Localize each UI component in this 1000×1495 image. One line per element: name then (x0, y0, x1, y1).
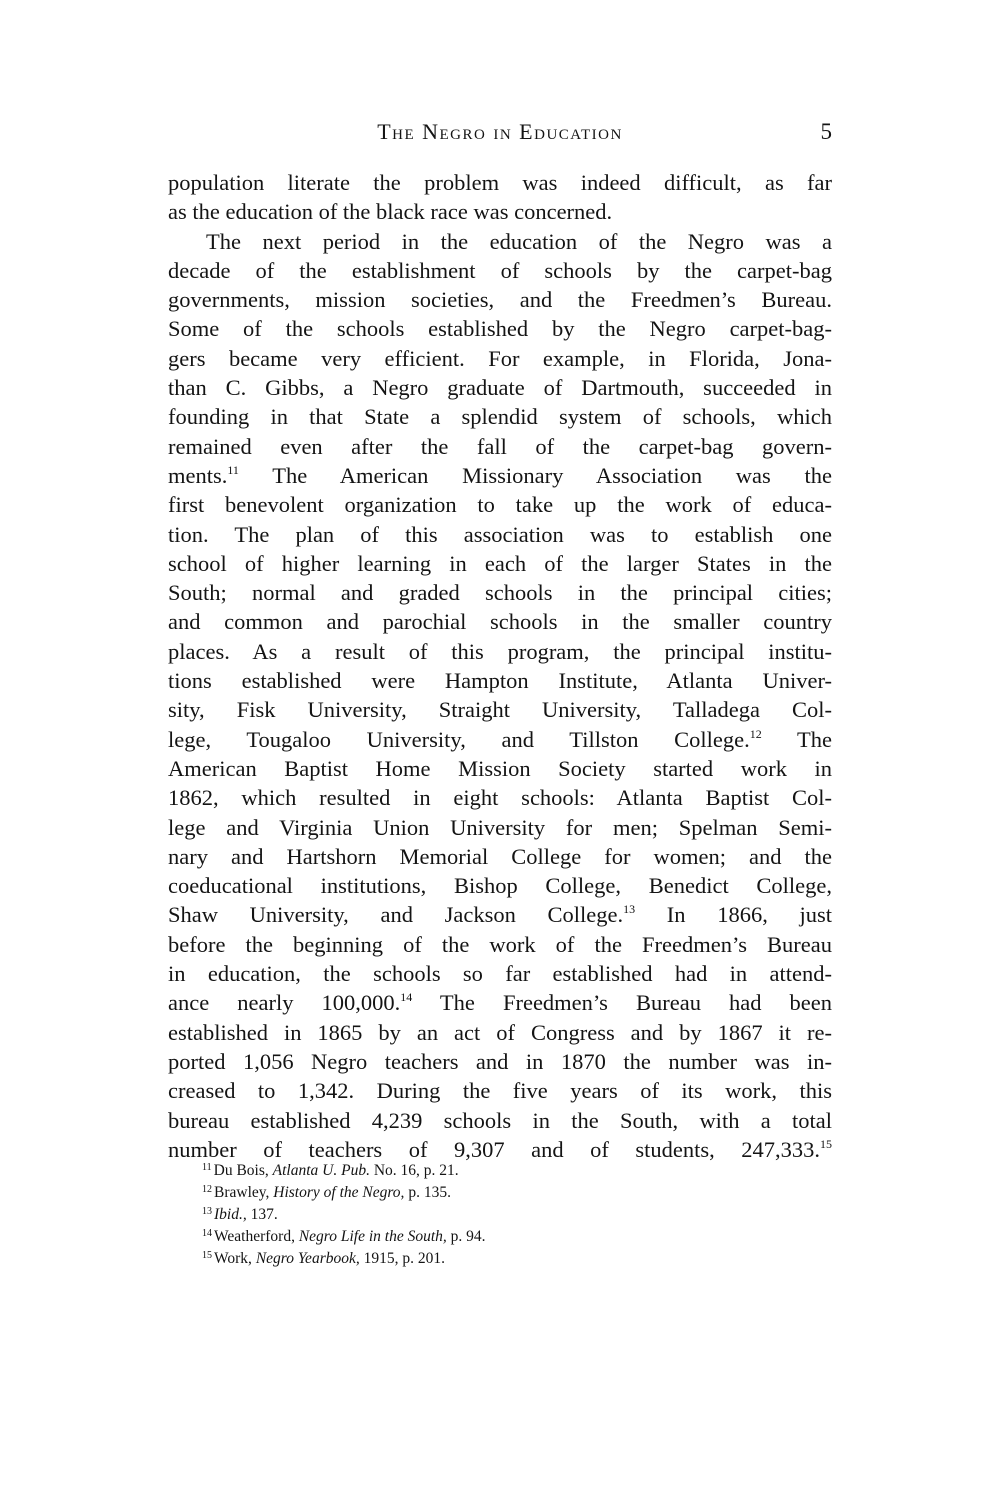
text-line: first benevolent organization to take up the work of educa- (168, 492, 832, 518)
footnote-text: Du Bois, (213, 1162, 273, 1179)
footnote-text: 1915, p. 201. (359, 1250, 445, 1267)
text-fragment: The Freedmen’s Bureau had been (412, 990, 832, 1016)
footnote-15 (202, 1248, 822, 1270)
text-line (168, 900, 832, 929)
footnote-ref-14[interactable]: 14 (400, 990, 413, 1005)
text-line: than C. Gibbs, a Negro graduate of Dartmouth, succeeded in (168, 375, 832, 401)
footnote-number: 12 (202, 1184, 212, 1195)
text-fragment: ance nearly 100,000. (168, 990, 401, 1016)
text-fragment: The (761, 726, 832, 752)
footnote-title: Negro Life in the South, (298, 1228, 447, 1245)
text-line: remained even after the fall of the carpet-bag govern- (168, 433, 832, 459)
text-line: governments, mission societies, and the Freedmen’s Bureau. (168, 287, 832, 313)
footnote-title: Atlanta U. Pub. (272, 1162, 370, 1179)
text-line: established in 1865 by an act of Congress and by 1867 it re- (168, 1019, 832, 1045)
footnote-text: Weatherford, (214, 1228, 299, 1245)
text-line: places. As a result of this program, the principal institu- (168, 638, 832, 664)
text-line: in education, the schools so far established had in attend- (168, 961, 832, 987)
footnote-14 (202, 1226, 822, 1248)
text-line: before the beginning of the work of the Freedmen’s Bureau (168, 931, 832, 957)
footnote-title: History of the Negro, (273, 1184, 405, 1201)
footnote-ref-12[interactable]: 12 (749, 726, 762, 741)
footnote-number: 14 (202, 1228, 212, 1239)
page-number: 5 (820, 119, 832, 144)
text-fragment: In 1866, just (635, 902, 832, 928)
text-line: as the education of the black race was concerned. (168, 199, 613, 225)
text-line: population literate the problem was indeed difficult, as far (168, 170, 832, 195)
text-line: tions established were Hampton Institute, Atlanta Univer- (168, 668, 832, 694)
text-fragment: number of teachers of 9,307 and of students, 247,333. (168, 1136, 820, 1162)
text-line: bureau established 4,239 schools in the South, with a total (168, 1107, 832, 1133)
text-fragment: lege, Tougaloo University, and Tillston College. (168, 726, 750, 752)
footnote-text: p. 94. (446, 1228, 486, 1245)
text-line: founding in that State a splendid system of schools, which (168, 404, 832, 430)
text-line: tion. The plan of this association was to establish one (168, 521, 832, 547)
footnote-11 (202, 1160, 822, 1182)
text-fragment: The American Missionary Association was the (238, 462, 832, 488)
footnote-title: Negro Yearbook, (255, 1250, 360, 1267)
text-line (168, 725, 832, 754)
footnote-text: p. 135. (404, 1184, 451, 1201)
footnote-text: Work, (214, 1250, 256, 1267)
text-line: sity, Fisk University, Straight University, Talladega Col- (168, 697, 832, 723)
text-fragment: Shaw University, and Jackson College. (168, 902, 624, 928)
footnote-ref-13[interactable]: 13 (623, 902, 636, 917)
footnote-title: Ibid., (214, 1206, 247, 1223)
running-title: The Negro in Education (377, 119, 623, 144)
running-head (168, 116, 832, 148)
footnote-13 (202, 1204, 822, 1226)
text-line: coeducational institutions, Bishop College, Benedict College, (168, 873, 832, 899)
text-line: and common and parochial schools in the smaller country (168, 609, 832, 635)
text-line: creased to 1,342. During the five years of its work, this (168, 1078, 832, 1104)
footnotes (202, 1160, 822, 1270)
text-line: American Baptist Home Mission Society started work in (168, 755, 832, 781)
footnote-number: 15 (202, 1250, 212, 1261)
footnote-text: No. 16, p. 21. (369, 1162, 459, 1179)
footnote-12 (202, 1182, 822, 1204)
footnote-text: Brawley, (214, 1184, 274, 1201)
text-line: The next period in the education of the Negro was a (206, 228, 832, 254)
footnote-ref-11[interactable]: 11 (227, 462, 239, 477)
text-line: ported 1,056 Negro teachers and in 1870 the number was in- (168, 1048, 832, 1074)
text-line: Some of the schools established by the Negro carpet-bag- (168, 316, 832, 342)
footnote-number: 11 (202, 1162, 212, 1173)
text-line: lege and Virginia Union University for men; Spelman Semi- (168, 814, 832, 840)
text-line: 1862, which resulted in eight schools: Atlanta Baptist Col- (168, 785, 832, 811)
footnote-text: 137. (246, 1206, 278, 1223)
text-line: school of higher learning in each of the larger States in the (168, 550, 832, 576)
text-line: nary and Hartshorn Memorial College for women; and the (168, 843, 832, 869)
text-line: gers became very efficient. For example, in Florida, Jona- (168, 345, 832, 371)
text-line: South; normal and graded schools in the principal cities; (168, 580, 832, 606)
footnote-number: 13 (202, 1206, 212, 1217)
body-text (168, 168, 832, 1164)
text-line (168, 461, 832, 490)
text-line: decade of the establishment of schools by the carpet-bag (168, 257, 832, 283)
footnote-ref-15[interactable]: 15 (820, 1136, 832, 1151)
text-line (168, 988, 832, 1017)
text-fragment: ments. (168, 462, 228, 488)
